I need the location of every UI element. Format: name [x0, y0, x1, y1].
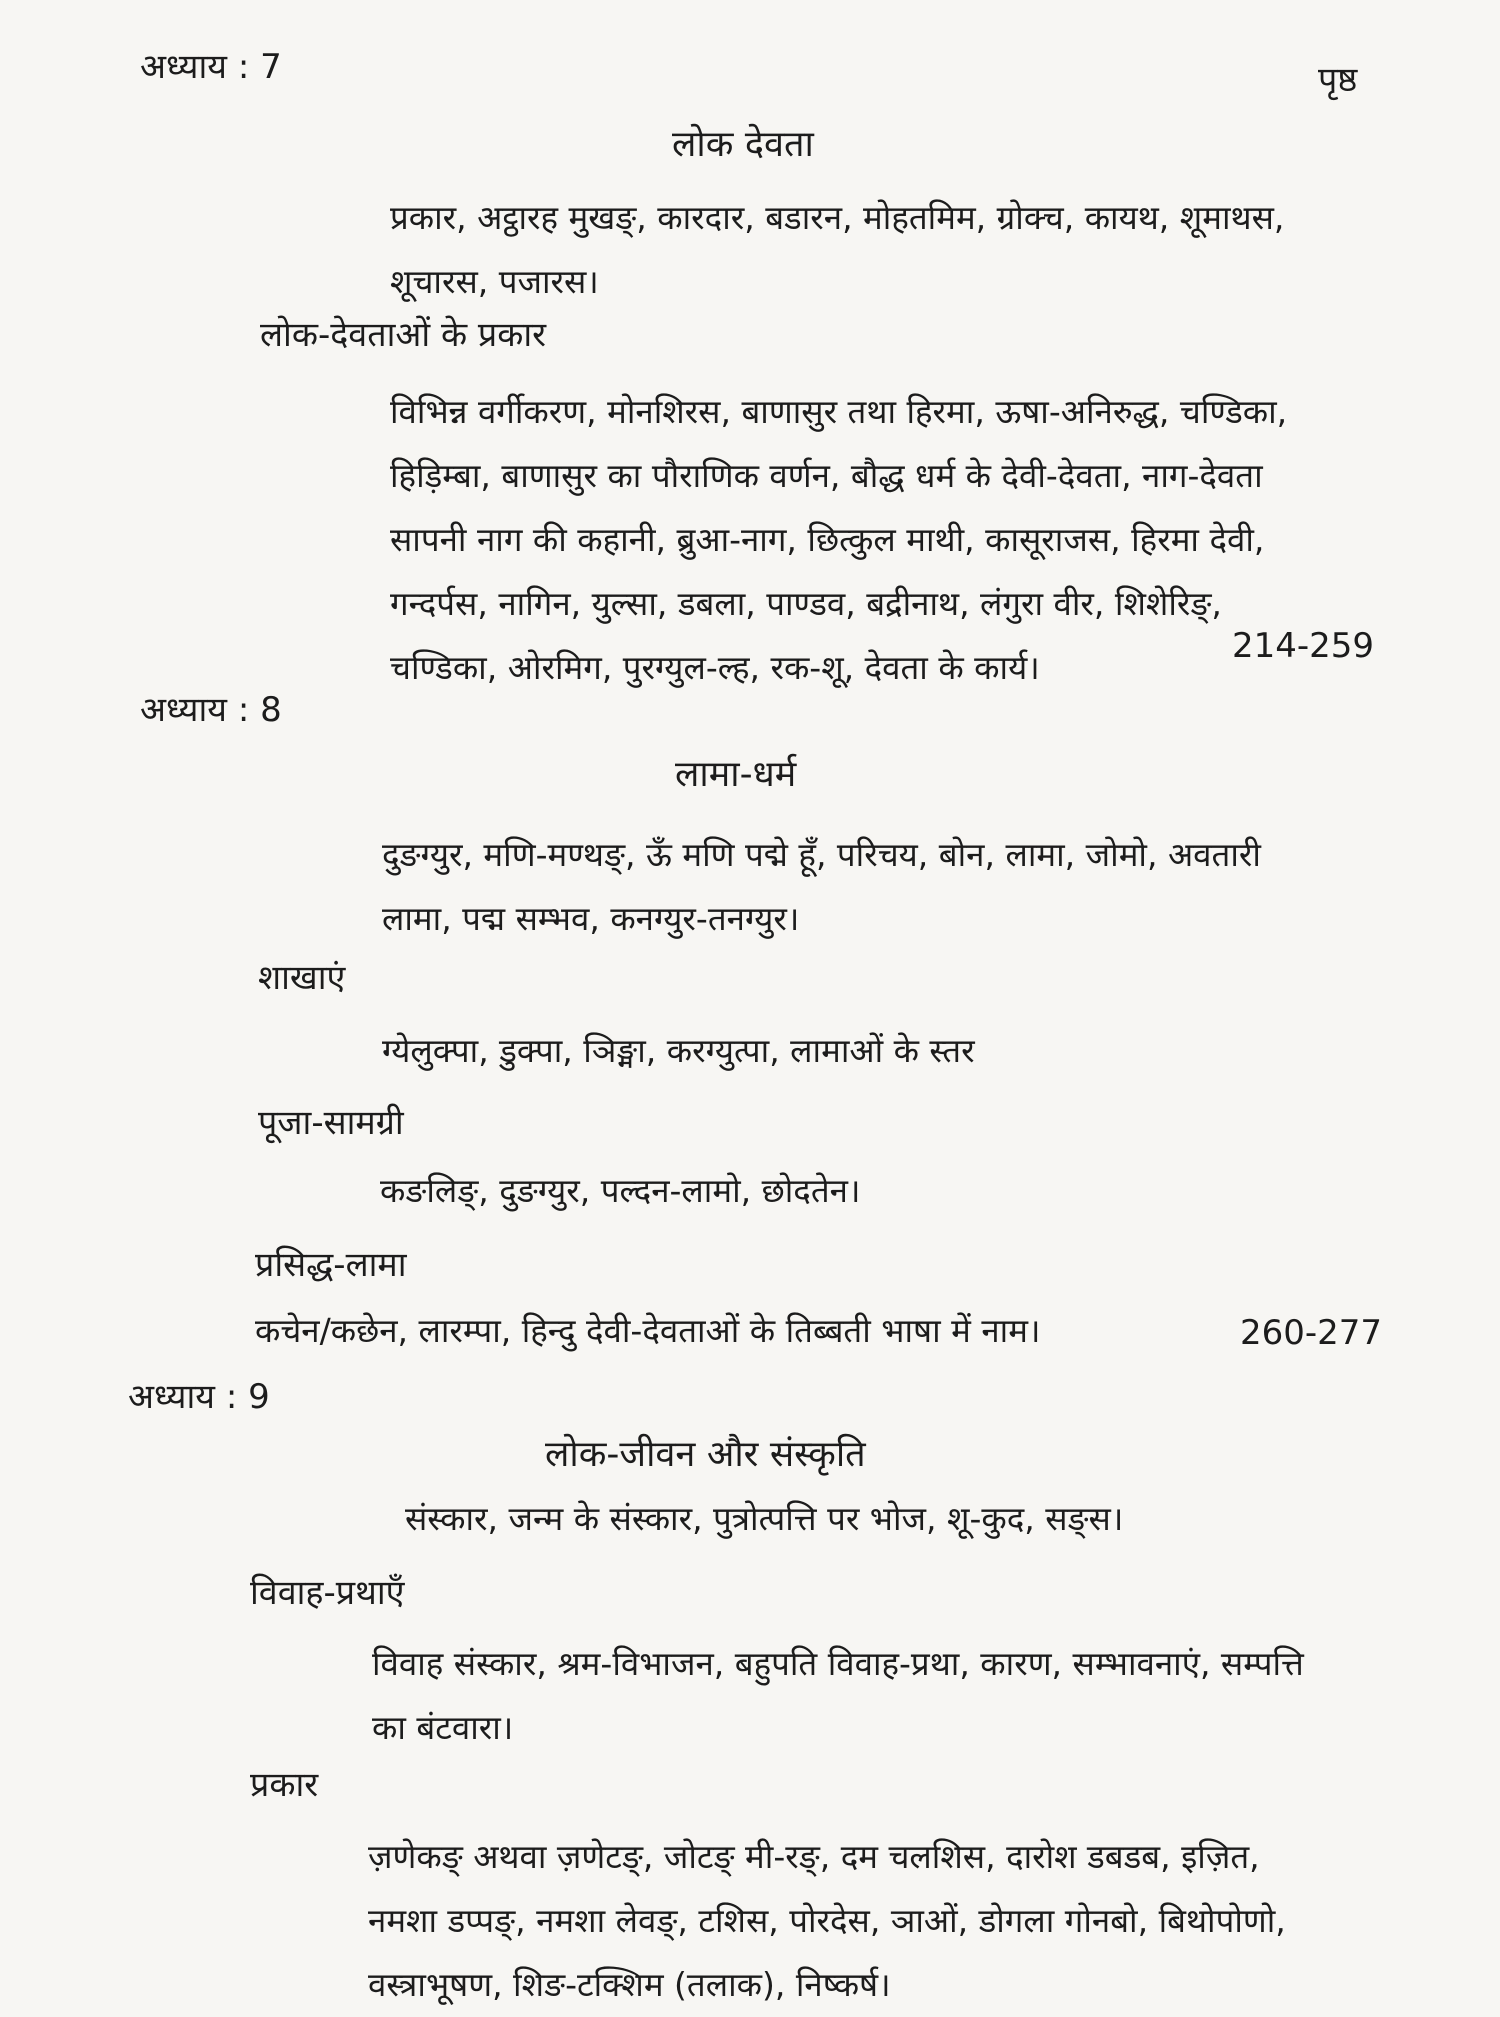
- chapter-8-page-range: 260-277: [1240, 1313, 1383, 1353]
- famous-lama-heading: प्रसिद्ध-लामा: [255, 1245, 407, 1285]
- text-line: वस्त्राभूषण, शिङ-टक्शिम (तलाक), निष्कर्ष।: [368, 1965, 891, 2004]
- chapter-7-subheading: लोक-देवताओं के प्रकार: [260, 315, 547, 355]
- chapter-8-label: अध्याय : 8: [140, 690, 282, 730]
- chapter-8-title: लामा-धर्म: [675, 754, 797, 795]
- text-line: चण्डिका, ओरमिग, पुरग्युल-ल्ह, रक-शू, देवता के कार्य।: [390, 648, 1040, 687]
- text-line: लामा, पद्म सम्भव, कनग्युर-तनग्युर।: [382, 899, 800, 938]
- chapter-9-intro: संस्कार, जन्म के संस्कार, पुत्रोत्पत्ति पर भोज, शू-कुद, सङ्स।: [405, 1499, 1124, 1538]
- chapter-8-intro: [382, 823, 1368, 951]
- chapter-9-title: लोक-जीवन और संस्कृति: [545, 1434, 866, 1475]
- page-column-label: पृष्ठ: [1318, 60, 1358, 100]
- branches-heading: शाखाएं: [258, 958, 346, 998]
- text-line: गन्दर्पस, नागिन, युल्सा, डबला, पाण्डव, बद्रीनाथ, लंगुरा वीर, शिशेरिङ्,: [390, 584, 1222, 623]
- chapter-7-intro: [390, 186, 1368, 314]
- marriage-list: [372, 1632, 1368, 1760]
- puja-heading: पूजा-सामग्री: [258, 1103, 404, 1143]
- marriage-heading: विवाह-प्रथाएँ: [250, 1573, 405, 1613]
- chapter-7-types-list: [390, 380, 1368, 700]
- text-line: ज़णेकङ् अथवा ज़णेटङ्, जोटङ् मी-रङ्, दम चलशिस, दारोश डबडब, इज़ित,: [368, 1837, 1260, 1876]
- text-line: का बंटवारा।: [372, 1708, 514, 1747]
- text-line: दुङग्युर, मणि-मण्थङ्, ऊँ मणि पद्मे हूँ, परिचय, बोन, लामा, जोमो, अवतारी: [382, 835, 1261, 874]
- text-line: विवाह संस्कार, श्रम-विभाजन, बहुपति विवाह-प्रथा, कारण, सम्भावनाएं, सम्पत्ति: [372, 1644, 1304, 1683]
- chapter-7-title: लोक देवता: [672, 124, 814, 165]
- branches-list: ग्येलुक्पा, डुक्पा, ञिङ्मा, करग्युत्पा, लामाओं के स्तर: [382, 1031, 975, 1070]
- chapter-7-label: अध्याय : 7: [140, 47, 282, 87]
- chapter-7-page-range: 214-259: [1232, 626, 1375, 666]
- text-line: सापनी नाग की कहानी, ब्रुआ-नाग, छित्कुल माथी, कासूराजस, हिरमा देवी,: [390, 520, 1265, 559]
- types-list: [368, 1825, 1368, 2017]
- famous-lama-list: कचेन/कछेन, लारम्पा, हिन्दु देवी-देवताओं के तिब्बती भाषा में नाम।: [255, 1311, 1041, 1350]
- text-line: शूचारस, पजारस।: [390, 262, 599, 301]
- text-line: विभिन्न वर्गीकरण, मोनशिरस, बाणासुर तथा हिरमा, ऊषा-अनिरुद्ध, चण्डिका,: [390, 392, 1288, 431]
- text-line: प्रकार, अट्ठारह मुखङ्, कारदार, बडारन, मोहतमिम, ग्रोक्च, कायथ, शूमाथस,: [390, 198, 1285, 237]
- puja-list: कङलिङ्, दुङग्युर, पल्दन-लामो, छोदतेन।: [380, 1171, 861, 1210]
- text-line: नमशा डप्पङ्, नमशा लेवङ्, टशिस, पोरदेस, ञाओं, डोगला गोनबो, बिथोपोणो,: [368, 1901, 1286, 1940]
- chapter-9-label: अध्याय : 9: [128, 1377, 270, 1417]
- types-heading: प्रकार: [250, 1765, 319, 1805]
- text-line: हिड़िम्बा, बाणासुर का पौराणिक वर्णन, बौद्ध धर्म के देवी-देवता, नाग-देवता: [390, 456, 1263, 495]
